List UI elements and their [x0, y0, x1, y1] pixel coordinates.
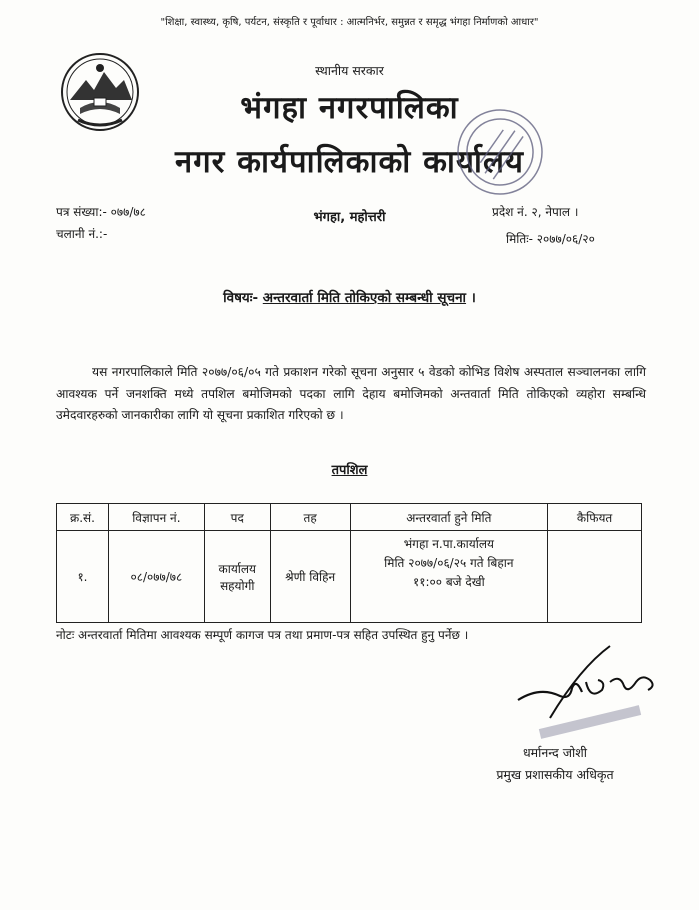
- cell-level: श्रेणी विहिन: [270, 531, 350, 623]
- cell-sn: १.: [57, 531, 109, 623]
- letter-date: मितिः- २०७७/०६/२०: [506, 232, 595, 246]
- header-post: पद: [204, 504, 270, 531]
- header-ad-number: विज्ञापन नं.: [108, 504, 204, 531]
- signatory-block: [480, 742, 630, 786]
- table-row: [57, 531, 642, 623]
- interview-schedule-table: [56, 503, 642, 623]
- cell-ad-number: ०८/०७७/७८: [108, 531, 204, 623]
- post-line-2: सहयोगी: [220, 578, 255, 593]
- office-location: भंगहा, महोत्तरी: [313, 210, 386, 225]
- office-title: नगर कार्यपालिकाको कार्यालय: [175, 144, 524, 180]
- cell-post: [204, 531, 270, 623]
- post-line-1: कार्यालय: [218, 561, 257, 576]
- date-line-3: ११:०० बजे देखी: [413, 575, 485, 589]
- signature-icon: [510, 638, 660, 743]
- local-government-label: स्थानीय सरकार: [315, 63, 384, 78]
- subject-label: विषयः-: [223, 290, 259, 306]
- header-sn: क्र.सं.: [57, 504, 109, 531]
- header-interview-date: अन्तरवार्ता हुने मिति: [350, 504, 548, 531]
- signatory-name: धर्मानन्द जोशी: [522, 745, 588, 760]
- motto: "शिक्षा, स्वास्थ्य, कृषि, पर्यटन, संस्कृति र पूर्वाधार : आत्मनिर्भर, समुन्नत र समृद्ध भंगहा निर्माणको आधार": [160, 17, 539, 28]
- cell-interview-date: [350, 531, 548, 623]
- letter-number: पत्र संख्या:- ०७७/७८: [56, 205, 146, 219]
- subject-end: ।: [470, 290, 476, 306]
- table-heading: तपशिल: [331, 463, 368, 478]
- cell-remarks: [548, 531, 642, 623]
- office-name: भंगहा नगरपालिका: [240, 90, 459, 126]
- signatory-designation: प्रमुख प्रशासकीय अधिकृत: [496, 767, 614, 782]
- province: प्रदेश नं. २, नेपाल ।: [492, 205, 579, 219]
- header-level: तह: [270, 504, 350, 531]
- date-line-2: मिति २०७७/०६/२५ गते बिहान: [384, 556, 514, 570]
- notice-paragraph: यस नगरपालिकाले मिति २०७७/०६/०५ गते प्रकाशन गरेको सूचना अनुसार ५ वेडको कोभिड विशेष अस्पताल सञ्चालनका लागि आवश्यक पर्ने जनशक्ति मध्ये तपशिल बमोजिमको पदका लागि देहाय बमोजिमको अन्तवार्ता मिति तोकिएको व्यहोरा सम्बन्धि उमेदवारहरुको जानकारीका लागि यो सूचना प्रकाशित गरिएको छ ।: [56, 365, 646, 422]
- date-line-1: भंगहा न.पा.कार्यालय: [403, 537, 494, 551]
- header-remarks: कैफियत: [548, 504, 642, 531]
- subject-text: अन्तरवार्ता मिति तोकिएको सम्बन्धी सूचना: [262, 290, 467, 306]
- office-seal-icon: [452, 104, 548, 200]
- dispatch-number: चलानी नं.:-: [56, 227, 108, 241]
- note-text: नोटः अन्तरवार्ता मितिमा आवश्यक सम्पूर्ण कागज पत्र तथा प्रमाण-पत्र सहित उपस्थित हुनु पर्नेछ ।: [56, 628, 469, 642]
- table-header-row: [57, 504, 642, 531]
- subject-line: [0, 288, 699, 306]
